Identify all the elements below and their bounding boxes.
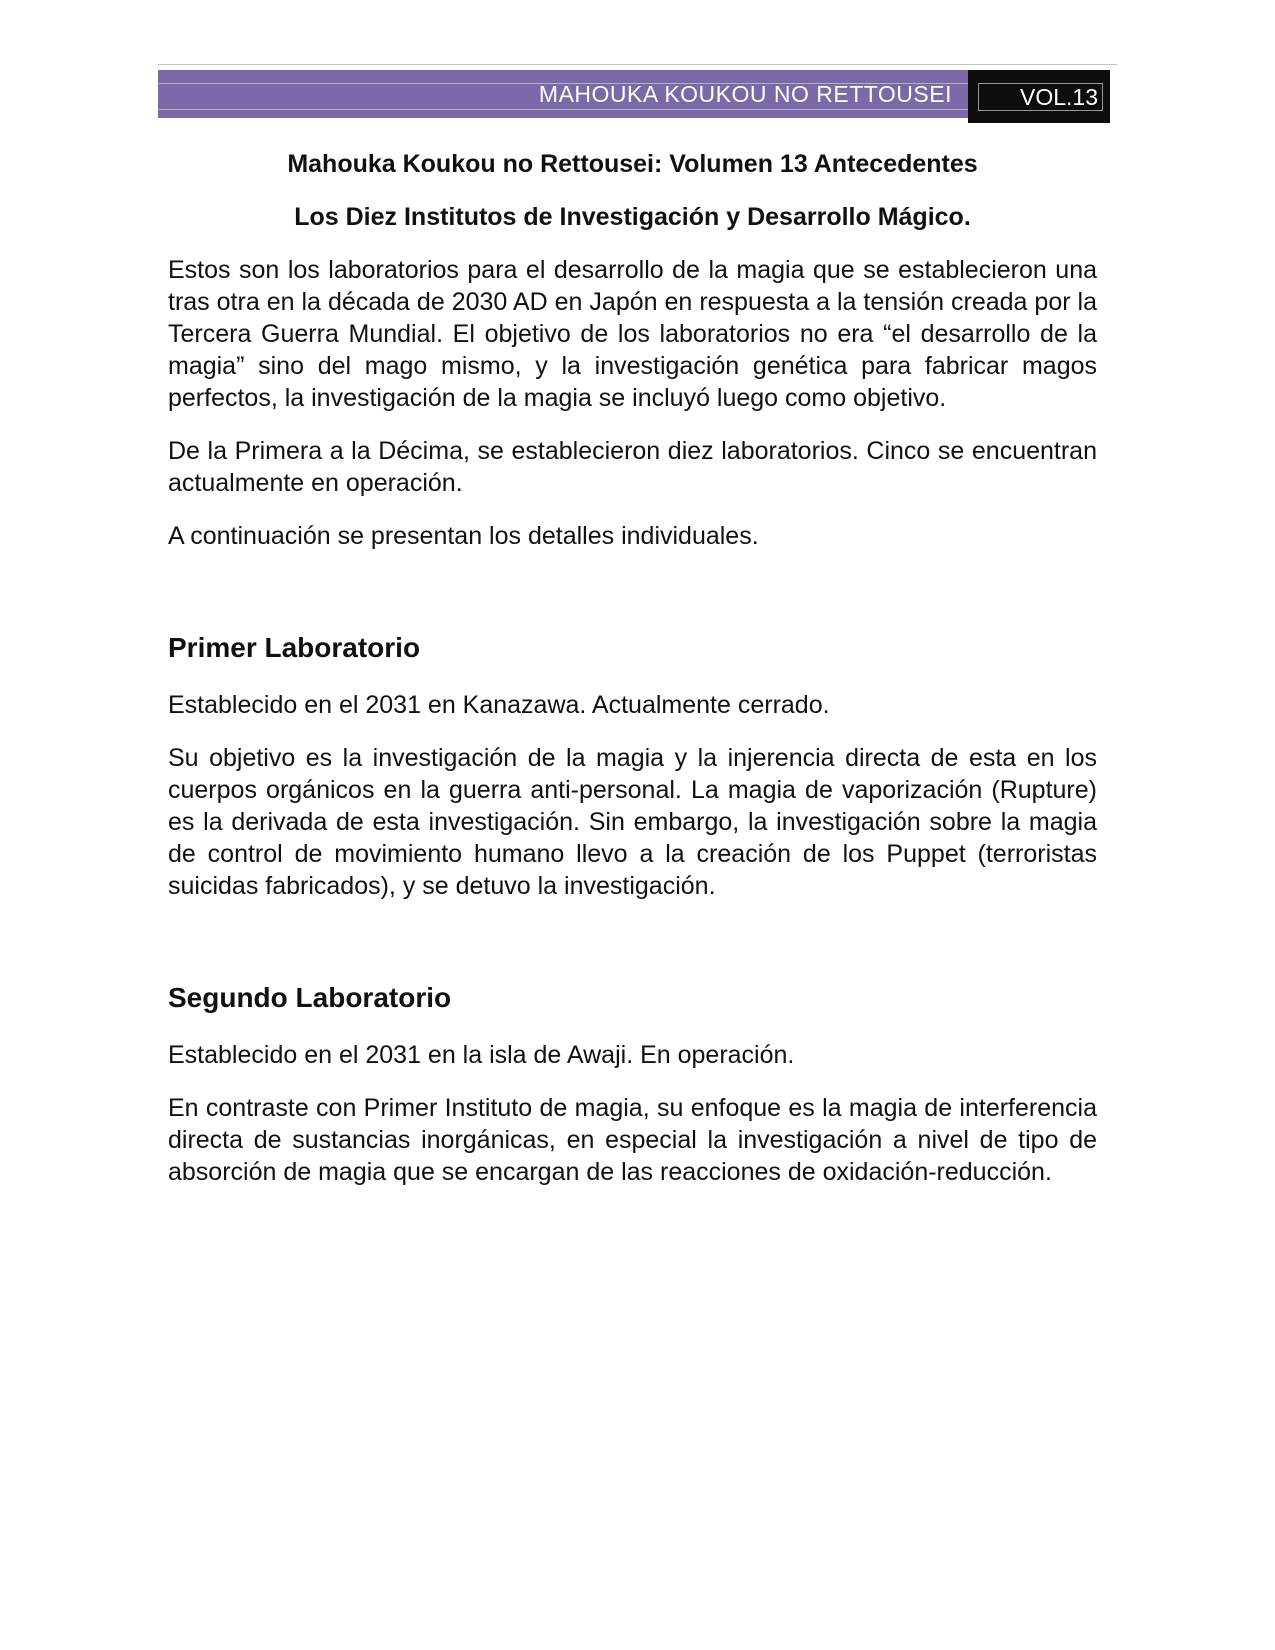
header-banner xyxy=(158,70,1110,123)
document-body xyxy=(168,148,1097,1209)
section-2-paragraph-1: Establecido en el 2031 en la isla de Awaji. En operación. xyxy=(168,1041,795,1069)
document-subtitle: Los Diez Institutos de Investigación y Desarrollo Mágico. xyxy=(294,203,971,231)
header-banner-purple-bar xyxy=(158,70,968,118)
section-1-paragraph-1: Establecido en el 2031 en Kanazawa. Actualmente cerrado. xyxy=(168,691,830,719)
intro-paragraph-1: Estos son los laboratorios para el desarrollo de la magia que se establecieron una tras otra en la década de 2030 AD en Japón en respuesta a la tensión creada por la Tercera Guerra Mundial. El objetivo de los laboratorios no era “el desarrollo de la magia” sino del mago mismo, y la investigación genética para fabricar magos perfectos, la investigación de la magia se incluyó luego como objetivo. xyxy=(168,256,1097,412)
section-heading-primer-laboratorio: Primer Laboratorio xyxy=(168,632,421,663)
section-heading-segundo-laboratorio: Segundo Laboratorio xyxy=(168,982,452,1013)
section-1-paragraph-2: Su objetivo es la investigación de la magia y la injerencia directa de esta en los cuerpos orgánicos en la guerra anti-personal. La magia de vaporización (Rupture) es la derivada de esta investigación. Sin embargo, la investigación sobre la magia de control de movimiento humano llevo a la creación de los Puppet (terroristas suicidas fabricados), y se detuvo la investigación. xyxy=(168,744,1097,900)
intro-paragraph-2: De la Primera a la Décima, se establecieron diez laboratorios. Cinco se encuentran actualmente en operación. xyxy=(168,437,1097,497)
header-volume-frame xyxy=(978,83,1103,111)
header-series-title: MAHOUKA KOUKOU NO RETTOUSEI xyxy=(538,81,952,107)
header-top-rule xyxy=(158,64,1117,65)
header-volume-box xyxy=(968,70,1110,123)
intro-paragraph-3: A continuación se presentan los detalles individuales. xyxy=(168,522,759,550)
header-volume-label: VOL.13 xyxy=(1020,83,1098,110)
section-2-paragraph-2: En contraste con Primer Instituto de magia, su enfoque es la magia de interferencia directa de sustancias inorgánicas, en especial la investigación a nivel de tipo de absorción de magia que se encargan de las reacciones de oxidación-reducción. xyxy=(168,1094,1097,1186)
document-title: Mahouka Koukou no Rettousei: Volumen 13 Antecedentes xyxy=(287,150,978,178)
